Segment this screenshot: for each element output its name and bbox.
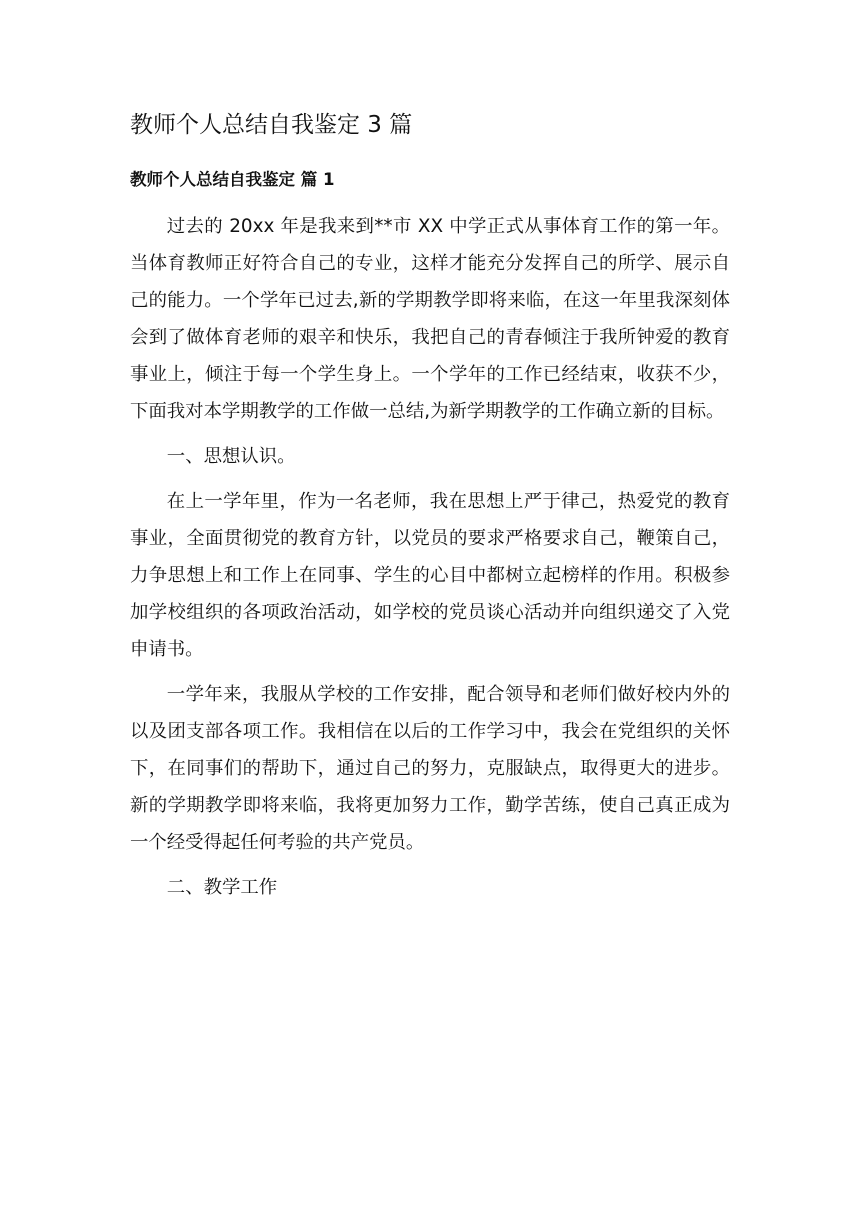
paragraph-intro: 过去的 20xx 年是我来到**市 XX 中学正式从事体育工作的第一年。当体育教师正好符合自己的专业，这样才能充分发挥自己的所学、展示自己的能力。一个学年已过去,新的学期教学即将来临，在这一年里我深刻体会到了做体育老师的艰辛和快乐，我把自己的青春倾注于我所钟爱的教育事业上，倾注于每一个学生身上。一个学年的工作已经结束，收获不少，下面我对本学期教学的工作做一总结,为新学期教学的工作确立新的目标。 [130, 216, 730, 422]
document-title: 教师个人总结自我鉴定 3 篇 [130, 112, 413, 138]
paragraph-thought: 在上一学年里，作为一名老师，我在思想上严于律己，热爱党的教育事业，全面贯彻党的教育方针，以党员的要求严格要求自己，鞭策自己，力争思想上和工作上在同事、学生的心目中都树立起榜样的作用。积极参加学校组织的各项政治活动，如学校的党员谈心活动并向组织递交了入党申请书。 [130, 491, 730, 660]
paragraph-work: 一学年来，我服从学校的工作安排，配合领导和老师们做好校内外的以及团支部各项工作。我相信在以后的工作学习中，我会在党组织的关怀下，在同事们的帮助下，通过自己的努力，克服缺点，取得更大的进步。新的学期教学即将来临，我将更加努力工作，勤学苦练，使自己真正成为一个经受得起任何考验的共产党员。 [130, 684, 730, 853]
section-heading: 教师个人总结自我鉴定 篇 1 [130, 170, 335, 189]
document-body [130, 208, 730, 906]
subheading-thought: 一、思想认识。 [166, 446, 296, 467]
subheading-teaching: 二、教学工作 [166, 877, 278, 898]
